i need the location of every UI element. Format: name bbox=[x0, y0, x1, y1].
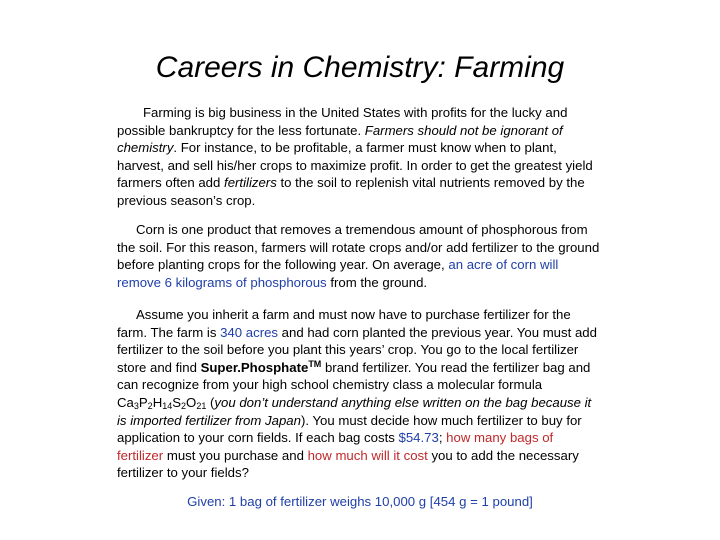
p3-question-bags: how many bags of fertilizer bbox=[117, 430, 554, 463]
p3-italic-aside: you don’t understand anything else written on the bag because it is imported fertilizer from Japan bbox=[117, 394, 592, 428]
formula-subscript: 3 bbox=[133, 400, 139, 411]
p3-text-j: you to add the necessary fertilizer to your fields? bbox=[117, 447, 579, 481]
trademark-mark: TM bbox=[308, 358, 322, 369]
given-information: Given: 1 bag of fertilizer weighs 10,000 g [454 g = 1 pound] bbox=[187, 494, 533, 509]
p3-text-g: ). You must decide how much fertilizer to buy for application to your corn fields. If each bag costs bbox=[117, 412, 582, 446]
formula-subscript: 2 bbox=[147, 400, 153, 411]
p3-highlight-acres: 340 acres bbox=[220, 324, 279, 340]
p2-text-c: from the ground. bbox=[326, 274, 428, 290]
p1-emphasis-chemistry: Farmers should not be ignorant of chemistry bbox=[117, 122, 563, 156]
formula-subscript: 14 bbox=[162, 400, 173, 411]
formula-subscript: 2 bbox=[181, 400, 187, 411]
molecular-formula bbox=[117, 395, 206, 410]
p1-emphasis-fertilizers: fertilizers bbox=[224, 175, 277, 191]
p3-text-h: ; bbox=[438, 430, 447, 446]
p2-text-a: Corn is one product that removes a tremendous amount of phosphorous from the soil. For this reason, farmers will rotate crops and/or add fertilizer to the ground before planting crops for the following year. On average, bbox=[117, 222, 600, 273]
brand-text: Super.Phosphate bbox=[200, 359, 309, 375]
formula-element-o: O bbox=[186, 394, 197, 410]
paragraph-farming-business bbox=[117, 104, 601, 210]
p3-text-d: brand fertilizer. You read the fertilizer bag and can recognize from your high school chemistry class a molecular formula bbox=[117, 359, 591, 393]
p1-text-a: Farming is big business in the United States with profits for the lucky and possible bankruptcy for the less fortunate. bbox=[117, 105, 568, 138]
p3-text-a: Assume you inherit a farm and must now have to purchase fertilizer for the farm. The farm is bbox=[117, 307, 571, 340]
p3-brand-name bbox=[201, 360, 322, 375]
slide-title: Careers in Chemistry: Farming bbox=[155, 51, 565, 84]
p2-highlight-phosphorous-removal: an acre of corn will remove 6 kilograms of phosphorous bbox=[117, 257, 559, 290]
p1-text-c: . For instance, to be profitable, a farmer must know when to plant, harvest, and sell his/her crops to maximize profit. In order to get the greatest yield farmers often add bbox=[117, 140, 593, 191]
paragraph-corn-phosphorous bbox=[117, 221, 601, 291]
p3-question-cost: how much will it cost bbox=[307, 447, 428, 463]
paragraph-problem bbox=[117, 306, 601, 482]
p1-text-e: to the soil to replenish vital nutrients removed by the previous season’s crop. bbox=[117, 175, 585, 208]
formula-element-h: H bbox=[152, 394, 163, 410]
p3-text-e: ( bbox=[206, 394, 215, 410]
p3-text-c: and had corn planted the previous year. You must add fertilizer to the soil before you plant this years’ crop. You go to the local fertilizer store and find bbox=[117, 324, 597, 375]
formula-element-ca: Ca bbox=[117, 394, 134, 410]
formula-element-s: S bbox=[172, 394, 182, 410]
formula-subscript: 21 bbox=[196, 400, 207, 411]
formula-element-p: P bbox=[138, 394, 148, 410]
p3-text-i: must you purchase and bbox=[163, 447, 308, 463]
p3-highlight-price: $54.73 bbox=[398, 430, 439, 446]
